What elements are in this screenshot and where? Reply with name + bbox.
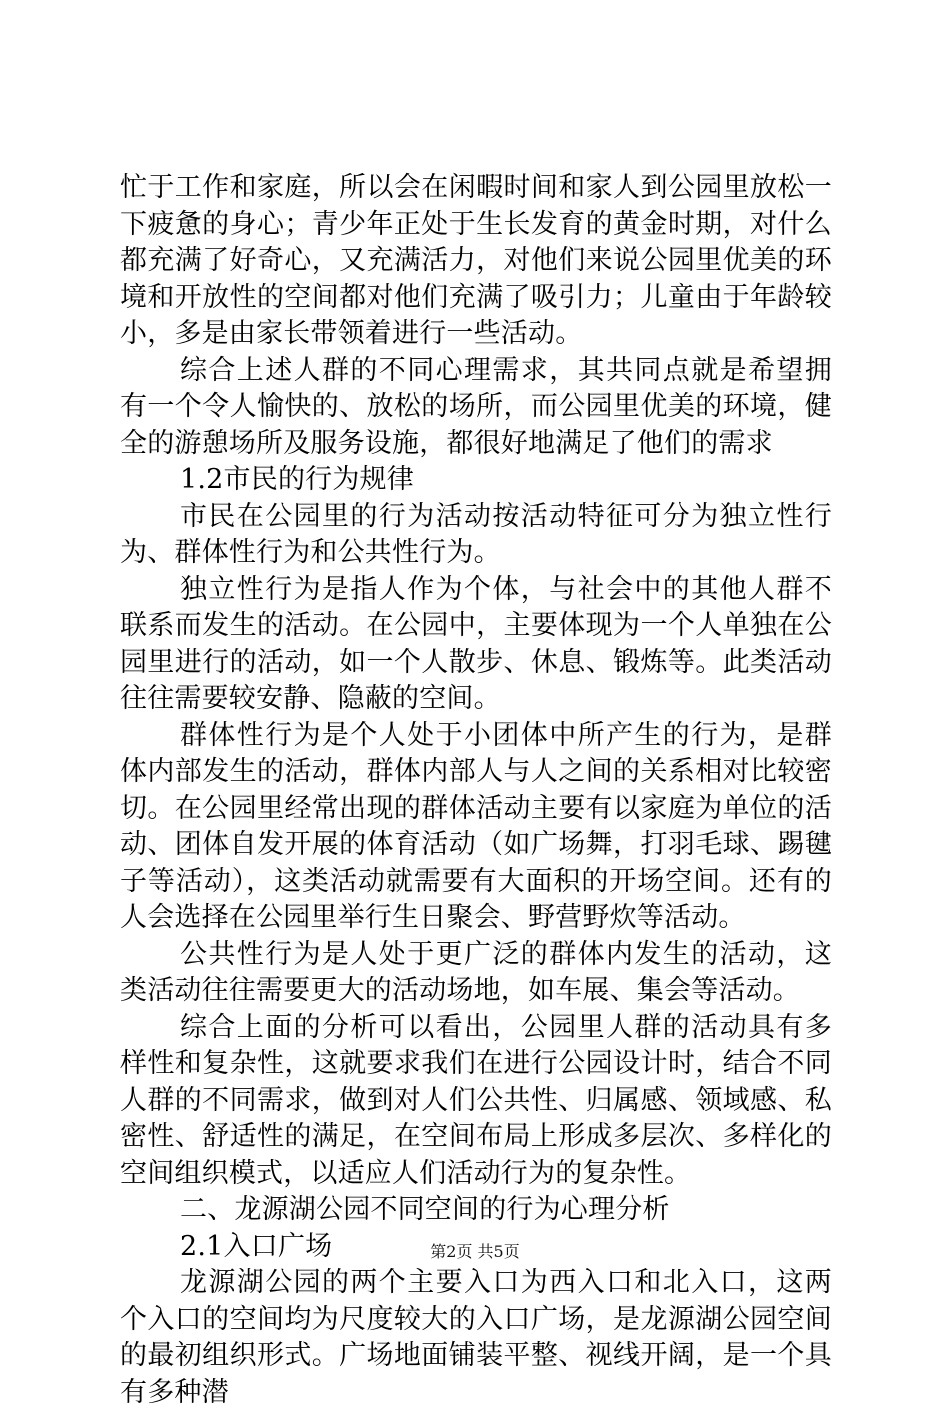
- paragraph-independent-behavior: 独立性行为是指人作为个体，与社会中的其他人群不联系而发生的活动。在公园中，主要体现为一个人单独在公园里进行的活动，如一个人散步、休息、锻炼等。此类活动往往需要较安静、隐蔽的空间。: [120, 573, 832, 714]
- paragraph-entrance-plaza: 龙源湖公园的两个主要入口为西入口和北入口，这两个入口的空间均为尺度较大的入口广场，是龙源湖公园空间的最初组织形式。广场地面铺装平整、视线开阔，是一个具有多种潜: [120, 1267, 832, 1408]
- paragraph-group-behavior: 群体性行为是个人处于小团体中所产生的行为，是群体内部发生的活动，群体内部人与人之间的关系相对比较密切。在公园里经常出现的群体活动主要有以家庭为单位的活动、团体自发开展的体育活动（如广场舞，打羽毛球、踢毽子等活动），这类活动就需要有大面积的开场空间。还有的人会选择在公园里举行生日聚会、野营野炊等活动。: [120, 719, 832, 933]
- paragraph-continuation: 忙于工作和家庭，所以会在闲暇时间和家人到公园里放松一下疲惫的身心；青少年正处于生长发育的黄金时期，对什么都充满了好奇心，又充满活力，对他们来说公园里优美的环境和开放性的空间都对他们充满了吸引力；儿童由于年龄较小，多是由家长带领着进行一些活动。: [120, 172, 832, 349]
- paragraph-public-behavior: 公共性行为是人处于更广泛的群体内发生的活动，这类活动往往需要更大的活动场地，如车展、集会等活动。: [120, 938, 832, 1006]
- section-heading-2: 二、龙源湖公园不同空间的行为心理分析: [180, 1194, 670, 1225]
- paragraph-behavior-types: 市民在公园里的行为活动按活动特征可分为独立性行为、群体性行为和公共性行为。: [120, 500, 832, 568]
- section-heading-1-2: 1.2市民的行为规律: [180, 464, 414, 495]
- paragraph-summary-needs: 综合上述人群的不同心理需求，其共同点就是希望拥有一个令人愉快的、放松的场所，而公园里优美的环境，健全的游憩场所及服务设施，都很好地满足了他们的需求: [120, 354, 832, 459]
- paragraph-analysis-summary: 综合上面的分析可以看出，公园里人群的活动具有多样性和复杂性，这就要求我们在进行公园设计时，结合不同人群的不同需求，做到对人们公共性、归属感、领域感、私密性、舒适性的满足，在空间布局上形成多层次、多样化的空间组织模式，以适应人们活动行为的复杂性。: [120, 1011, 832, 1189]
- document-body: [120, 170, 832, 1411]
- section-heading-2-1: 2.1入口广场: [180, 1230, 333, 1262]
- page-footer: 第2页 共5页: [430, 1242, 520, 1261]
